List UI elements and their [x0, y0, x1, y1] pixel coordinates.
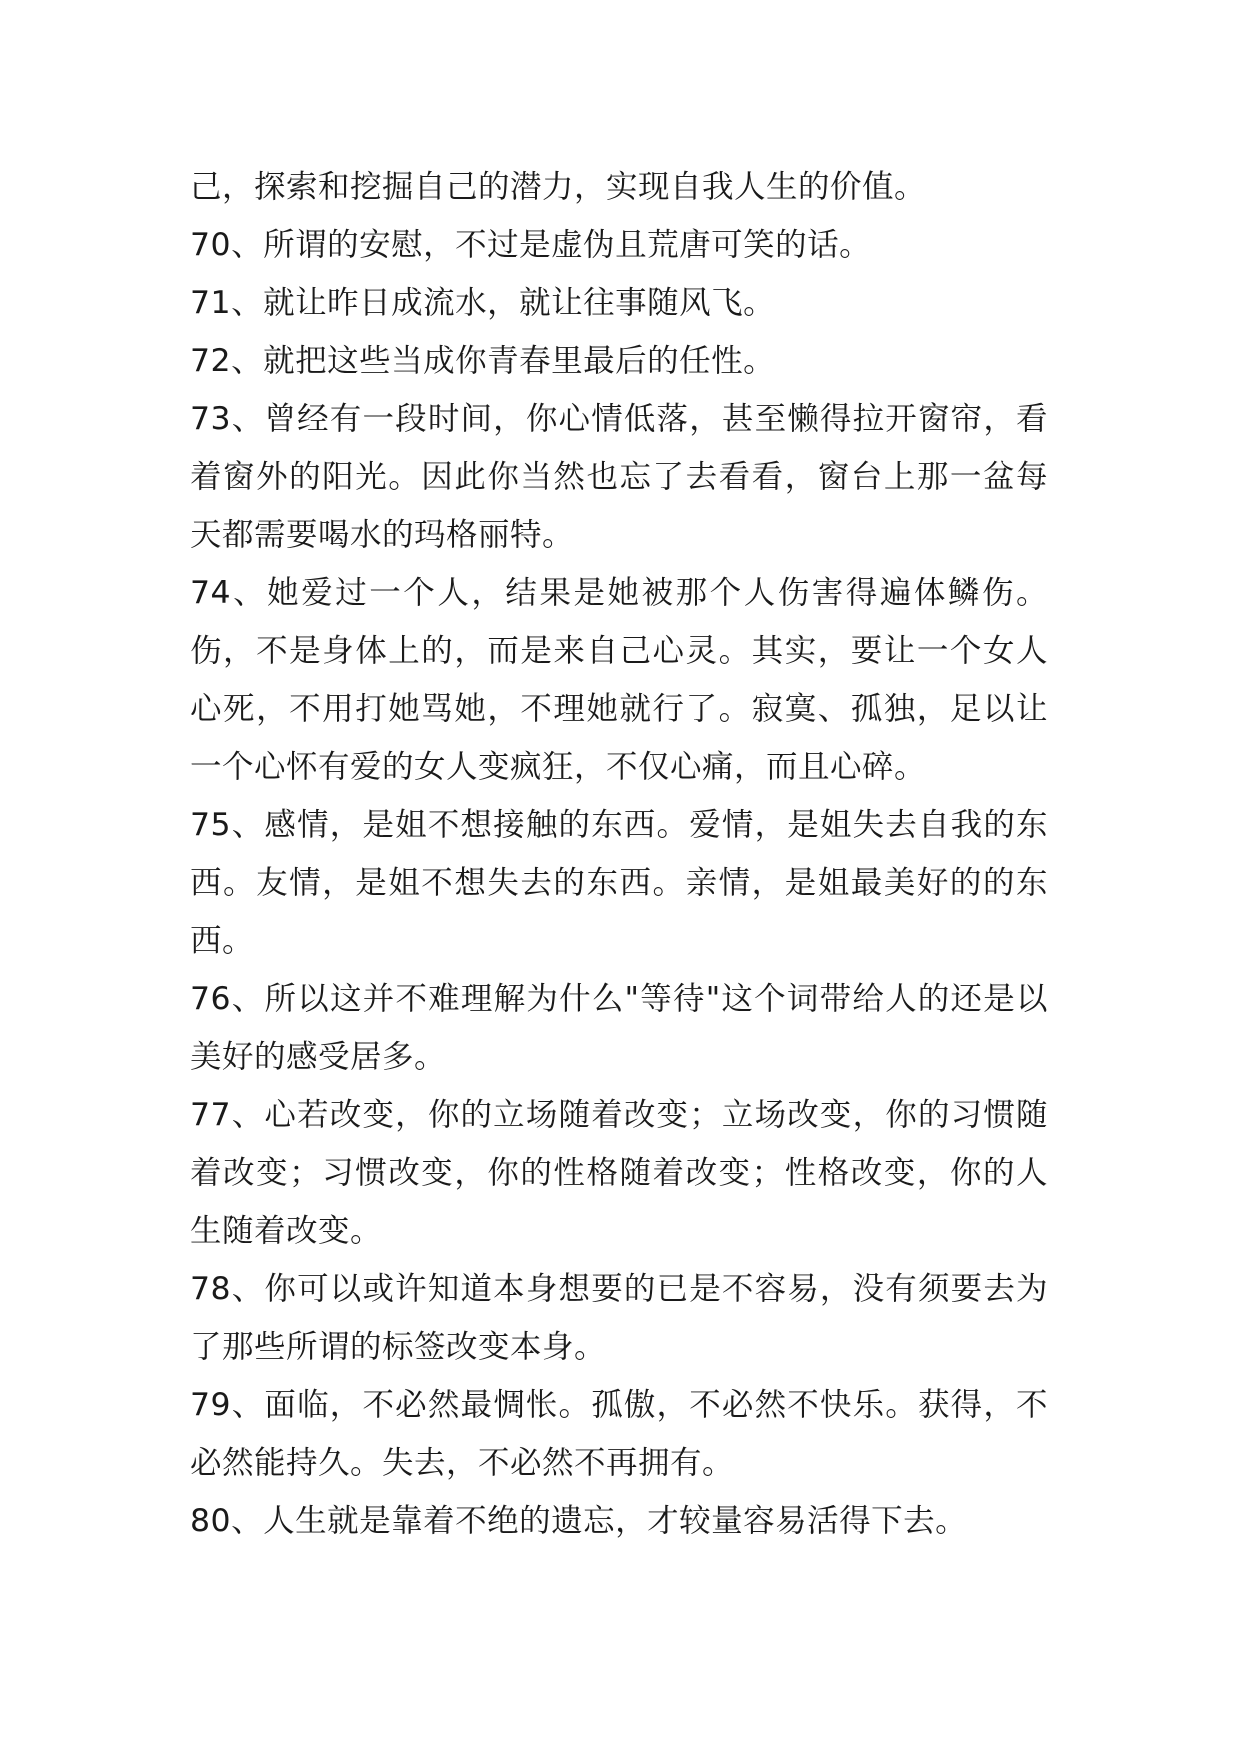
paragraph-continuation: 己，探索和挖掘自己的潜力，实现自我人生的价值。	[190, 169, 927, 205]
quote-70: 70、所谓的安慰，不过是虚伪且荒唐可笑的话。	[190, 227, 872, 263]
document-body	[190, 158, 1048, 1550]
quote-71: 71、就让昨日成流水，就让往事随风飞。	[190, 285, 776, 321]
quote-73: 73、曾经有一段时间，你心情低落，甚至懒得拉开窗帘，看着窗外的阳光。因此你当然也忘了去看看，窗台上那一盆每天都需要喝水的玛格丽特。	[190, 401, 1048, 553]
quote-80: 80、人生就是靠着不绝的遗忘，才较量容易活得下去。	[190, 1503, 968, 1539]
quote-78: 78、你可以或许知道本身想要的已是不容易，没有须要去为了那些所谓的标签改变本身。	[190, 1271, 1048, 1365]
quote-79: 79、面临，不必然最惆怅。孤傲，不必然不快乐。获得，不必然能持久。失去，不必然不再拥有。	[190, 1387, 1048, 1481]
quote-76: 76、所以这并不难理解为什么"等待"这个词带给人的还是以美好的感受居多。	[190, 981, 1048, 1075]
quote-72: 72、就把这些当成你青春里最后的任性。	[190, 343, 776, 379]
quote-75: 75、感情，是姐不想接触的东西。爱情，是姐失去自我的东西。友情，是姐不想失去的东西。亲情，是姐最美好的的东西。	[190, 807, 1048, 959]
quote-74: 74、她爱过一个人，结果是她被那个人伤害得遍体鳞伤。伤，不是身体上的，而是来自己心灵。其实，要让一个女人心死，不用打她骂她，不理她就行了。寂寞、孤独，足以让一个心怀有爱的女人变疯狂，不仅心痛，而且心碎。	[190, 575, 1048, 785]
quote-77: 77、心若改变，你的立场随着改变；立场改变，你的习惯随着改变；习惯改变，你的性格随着改变；性格改变，你的人生随着改变。	[190, 1097, 1048, 1249]
